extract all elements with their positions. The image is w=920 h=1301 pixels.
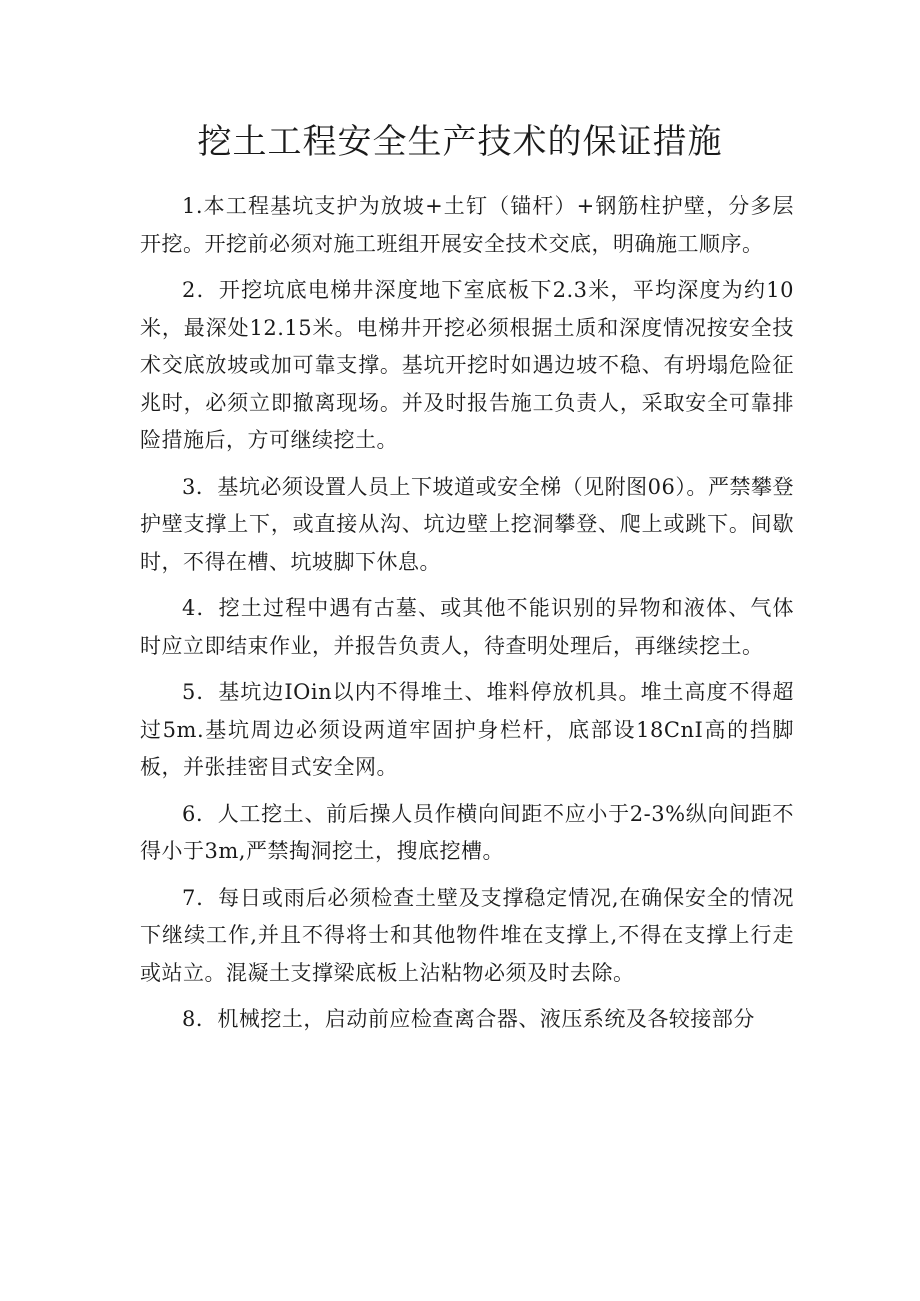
paragraph-6: 6．人工挖土、前后操人员作横向间距不应小于2-3%纵向间距不得小于3m,严禁掏洞挖土，搜底挖槽。 xyxy=(140,801,794,863)
paragraph-2: 2．开挖坑底电梯井深度地下室底板下2.3米，平均深度为约10米，最深处12.15米。电梯井开挖必须根据土质和深度情况按安全技术交底放坡或加可靠支撑。基坑开挖时如遇边坡不稳、有坍塌危险征兆时，必须立即撤离现场。并及时报告施工负责人，采取安全可靠排险措施后，方可继续挖土。 xyxy=(140,278,794,452)
paragraph-5: 5．基坑边IOin以内不得堆土、堆料停放机具。堆土高度不得超过5m.基坑周边必须设两道牢固护身栏杆，底部设18CnI高的挡脚板，并张挂密目式安全网。 xyxy=(140,680,794,779)
paragraph-4: 4．挖土过程中遇有古墓、或其他不能识别的异物和液体、气体时应立即结束作业，并报告负责人，待查明处理后，再继续挖土。 xyxy=(140,596,794,658)
document-title: 挖土工程安全生产技术的保证措施 xyxy=(197,122,723,162)
paragraph-3: 3．基坑必须设置人员上下坡道或安全梯（见附图06）。严禁攀登护壁支撑上下，或直接从沟、坑边壁上挖洞攀登、爬上或跳下。间歇时，不得在槽、坑坡脚下休息。 xyxy=(140,474,794,574)
document-body xyxy=(140,188,794,1048)
paragraph-1: 1.本工程基坑支护为放坡+土钉（锚杆）+钢筋柱护壁，分多层开挖。开挖前必须对施工班组开展安全技术交底，明确施工顺序。 xyxy=(140,194,794,256)
paragraph-7: 7．每日或雨后必须检查土壁及支撑稳定情况,在确保安全的情况下继续工作,并且不得将士和其他物件堆在支撑上,不得在支撑上行走或站立。混凝土支撑梁底板上沾粘物必须及时去除。 xyxy=(140,885,794,985)
paragraph-8: 8．机械挖土，启动前应检查离合器、液压系统及各较接部分 xyxy=(182,1007,755,1031)
